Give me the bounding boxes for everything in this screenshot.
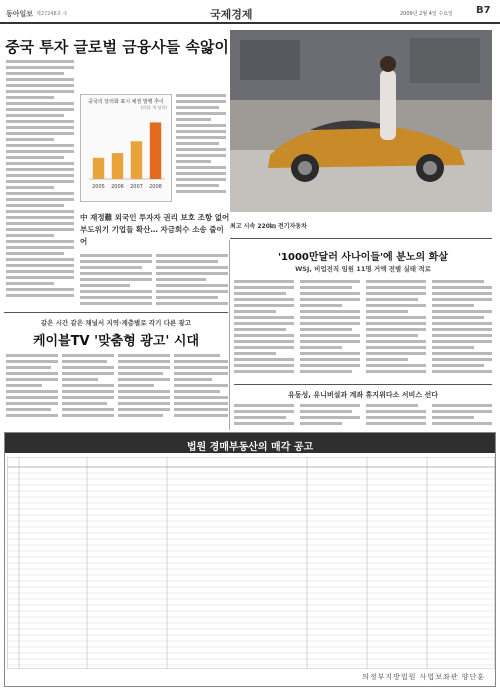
- chart-title: 중국의 달러화 표시 채권 발행 추이: [88, 99, 164, 105]
- divider: [230, 238, 492, 239]
- right-article-col-2: [300, 280, 360, 380]
- ad-kicker: 같은 시간 같은 채널서 지역·계층별로 각기 다른 광고: [40, 319, 192, 327]
- ad-article-col-1: [6, 354, 58, 420]
- main-headline: 중국 투자 글로벌 금융사들 속앓이: [5, 38, 229, 56]
- page-number: B7: [476, 5, 491, 16]
- bottom-article-col-2: [300, 404, 360, 430]
- bottom-kicker: 유동성, 유니버설과 계좌 휴지위다소 서비스 선다: [287, 391, 439, 399]
- ad-article-col-4: [174, 354, 228, 420]
- chart-plot: [81, 109, 171, 191]
- chart-tick-label: 2007: [130, 184, 143, 190]
- divider: [4, 312, 228, 313]
- chart-bar: [131, 141, 142, 179]
- right-article-col-4: [432, 280, 492, 380]
- notice-title: 법원 경매부동산의 매각 공고: [186, 442, 314, 453]
- car-show-image: [230, 30, 492, 212]
- notice-signature: 의정부지방법원 사법보좌관 양단훈: [362, 673, 485, 681]
- bottom-article-col-3: [366, 404, 426, 430]
- right-subhead: WSJ, 비업전직 임원 11명 거액 전별 실태 적로: [295, 265, 431, 273]
- main-article-col-1: [6, 60, 74, 310]
- right-headline: '1000만달러 사나이들'에 분노의 화살: [278, 252, 448, 263]
- photo-caption: [230, 213, 492, 235]
- column-divider: [229, 240, 230, 430]
- main-article-col-2: [176, 94, 226, 202]
- bond-issuance-chart: [80, 94, 172, 202]
- main-subhead-text: 中 재정難 외국인 투자자 권리 보호 조항 없어 부도위기 기업들 확산… 자금회수 소송 줄이어: [80, 213, 230, 246]
- auction-table: [7, 457, 495, 669]
- ad-article-col-2: [62, 354, 114, 420]
- photo-caption-title: 최고 시속 220㎞ 전기자동차: [230, 223, 307, 230]
- main-article-col-3: [80, 254, 152, 310]
- bottom-article-col-4: [432, 404, 492, 430]
- chart-unit: (단위: 억 달러): [140, 105, 167, 110]
- photo-side-text: [230, 236, 232, 237]
- main-subhead: [80, 212, 230, 250]
- chart-bar: [112, 153, 123, 179]
- sports-car-photo: [230, 30, 492, 212]
- auction-notice: [4, 432, 496, 687]
- newspaper-name: 동아일보: [6, 10, 34, 18]
- page-header: [0, 0, 500, 24]
- ad-article-col-3: [118, 354, 170, 420]
- notice-title-bar: [5, 433, 495, 453]
- main-article-col-4: [156, 254, 228, 310]
- chart-tick-label: 2006: [111, 184, 124, 190]
- divider: [234, 384, 492, 385]
- bottom-article-col-1: [234, 404, 294, 430]
- section-title: 국제경제: [210, 8, 253, 21]
- chart-bar: [150, 122, 161, 179]
- ad-headline: 케이블TV '맞춤형 광고' 시대: [32, 334, 200, 349]
- chart-tick-label: 2005: [92, 184, 105, 190]
- right-article-col-1: [234, 280, 294, 380]
- chart-tick-label: 2008: [149, 184, 162, 190]
- right-article-col-3: [366, 280, 426, 380]
- issue-number: 제27248호 ①: [36, 11, 68, 17]
- issue-date: 2009년 2월 4일 수요일: [400, 11, 453, 17]
- chart-bar: [93, 158, 104, 179]
